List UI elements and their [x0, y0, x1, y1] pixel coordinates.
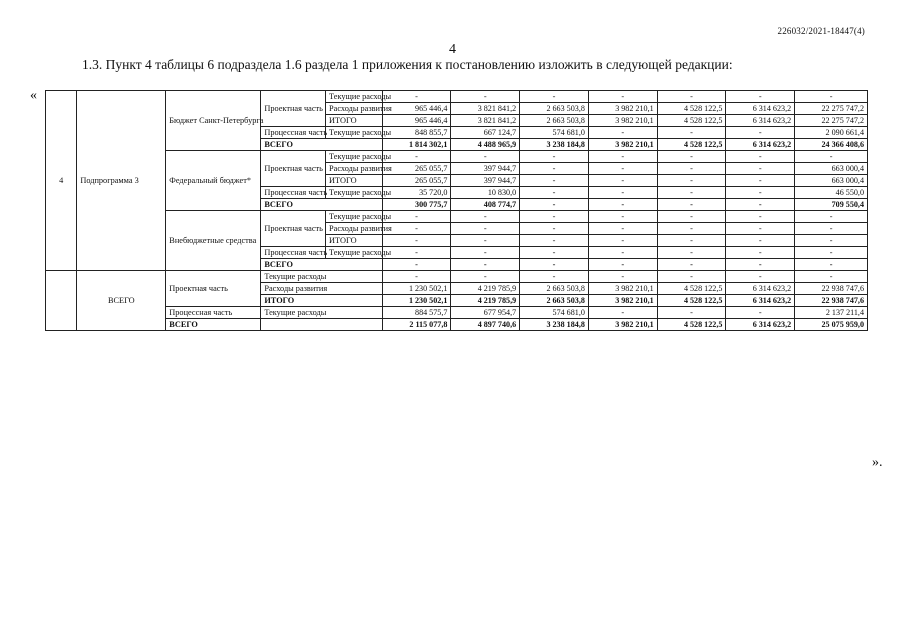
table-cell-value: -	[726, 259, 795, 271]
row-label-current: Текущие расходы	[326, 187, 383, 199]
table-cell-value: -	[451, 211, 520, 223]
table-cell-value: -	[520, 199, 589, 211]
table-cell-value: 22 938 747,6	[795, 283, 868, 295]
row-label-project: Проектная часть	[166, 271, 261, 307]
table-cell-value: -	[520, 175, 589, 187]
row-number: 4	[46, 91, 77, 271]
table-cell-value: -	[451, 151, 520, 163]
table-cell-value: 35 720,0	[382, 187, 451, 199]
table-cell-value: 46 550,0	[795, 187, 868, 199]
table-cell-value: 4 528 122,5	[657, 319, 726, 331]
table-cell-value: -	[520, 223, 589, 235]
table-cell-value: 3 982 210,1	[588, 115, 657, 127]
row-label-budget_spb: Бюджет Санкт-Петербурга	[166, 91, 261, 151]
table-cell-value: 965 446,4	[382, 103, 451, 115]
table-cell-value: -	[657, 91, 726, 103]
table-cell-value: -	[588, 151, 657, 163]
table-cell-value: 6 314 623,2	[726, 319, 795, 331]
table-cell-value: -	[795, 271, 868, 283]
table-cell-value: -	[726, 91, 795, 103]
table-cell-value: -	[657, 163, 726, 175]
table-cell-value: 3 982 210,1	[588, 295, 657, 307]
table-cell-value: -	[520, 271, 589, 283]
table-cell-value: -	[657, 199, 726, 211]
table-cell-value: 397 944,7	[451, 175, 520, 187]
table-cell-value: -	[657, 127, 726, 139]
table-cell-value: 2 663 503,8	[520, 295, 589, 307]
table-row	[46, 307, 868, 319]
table-cell-value: -	[795, 259, 868, 271]
row-label-process: Процессная часть	[261, 247, 326, 259]
table-cell-value: -	[795, 223, 868, 235]
paragraph-heading: 1.3. Пункт 4 таблицы 6 подраздела 1.6 раздела 1 приложения к постановлению изложить в следующей редакции:	[82, 57, 733, 72]
row-label-development: Расходы развития	[326, 163, 383, 175]
table-cell-value: -	[588, 91, 657, 103]
table-cell-value: 709 550,4	[795, 199, 868, 211]
row-label-itogo: ИТОГО	[326, 115, 383, 127]
table-cell-value: -	[520, 211, 589, 223]
table-cell-value: -	[588, 211, 657, 223]
table-cell-value: -	[520, 247, 589, 259]
table-cell-value: -	[726, 247, 795, 259]
table-cell-value: -	[795, 235, 868, 247]
table-cell-value: 1 230 502,1	[382, 283, 451, 295]
financing-table	[45, 90, 868, 331]
table-cell-value: -	[451, 91, 520, 103]
table-cell-value: -	[588, 247, 657, 259]
row-label-current: Текущие расходы	[326, 247, 383, 259]
table-cell-value: 397 944,7	[451, 163, 520, 175]
table-cell-value: -	[520, 151, 589, 163]
row-label-itogo: ИТОГО	[261, 295, 382, 307]
table-cell-value: 10 830,0	[451, 187, 520, 199]
table-cell-value: -	[657, 187, 726, 199]
row-label-current: Текущие расходы	[326, 127, 383, 139]
row-label-vsego: ВСЕГО	[261, 139, 382, 151]
table-cell-value: 3 982 210,1	[588, 283, 657, 295]
page-number: 4	[449, 42, 456, 57]
table-cell-value: -	[657, 247, 726, 259]
table-cell-value: -	[588, 187, 657, 199]
table-cell-value: -	[588, 223, 657, 235]
table-cell-value: -	[657, 211, 726, 223]
table-cell-value: 848 855,7	[382, 127, 451, 139]
table-row	[46, 271, 868, 283]
table-cell-value: 4 528 122,5	[657, 103, 726, 115]
table-row	[46, 151, 868, 163]
table-cell-value: 3 982 210,1	[588, 319, 657, 331]
row-label-current: Текущие расходы	[326, 91, 383, 103]
table-cell-value: -	[382, 271, 451, 283]
table-cell-value: -	[795, 247, 868, 259]
table-cell-value: -	[588, 307, 657, 319]
row-label-process: Процессная часть	[261, 187, 326, 199]
table-cell-value: 408 774,7	[451, 199, 520, 211]
table-cell-value: -	[726, 175, 795, 187]
row-number-empty	[46, 271, 77, 331]
table-cell-value: 3 982 210,1	[588, 103, 657, 115]
table-cell-value: -	[588, 259, 657, 271]
table-row	[46, 319, 868, 331]
table-cell-value: 663 000,4	[795, 163, 868, 175]
table-cell-value: 574 681,0	[520, 127, 589, 139]
table-cell-value: -	[795, 91, 868, 103]
table-cell-value: 4 528 122,5	[657, 283, 726, 295]
table-cell-value: -	[726, 235, 795, 247]
table-cell-value: 4 528 122,5	[657, 295, 726, 307]
table-cell-value: -	[520, 259, 589, 271]
row-label-process: Процессная часть	[261, 127, 326, 139]
table-cell-value: -	[588, 175, 657, 187]
table-cell-value: 3 821 841,2	[451, 103, 520, 115]
table-cell-value: 677 954,7	[451, 307, 520, 319]
row-label-development: Расходы развития	[326, 103, 383, 115]
row-label-process: Процессная часть	[166, 307, 261, 319]
table-cell-value: -	[451, 235, 520, 247]
table-cell-value: 4 897 740,6	[451, 319, 520, 331]
table-cell-value: 2 115 077,8	[382, 319, 451, 331]
table-cell-value: -	[657, 235, 726, 247]
table-cell-value: -	[382, 259, 451, 271]
table-cell-value: -	[726, 127, 795, 139]
table-cell-value: -	[588, 199, 657, 211]
table-cell-value: 2 090 661,4	[795, 127, 868, 139]
table-cell-value: 6 314 623,2	[726, 139, 795, 151]
table-cell-value: -	[520, 91, 589, 103]
table-cell-value: -	[726, 163, 795, 175]
table-cell-value: 22 938 747,6	[795, 295, 868, 307]
table-cell-value: 22 275 747,2	[795, 103, 868, 115]
table-cell-value: -	[726, 199, 795, 211]
empty-cell	[261, 319, 382, 331]
table-cell-value: -	[520, 163, 589, 175]
table-cell-value: 2 663 503,8	[520, 103, 589, 115]
table-cell-value: -	[657, 175, 726, 187]
table-cell-value: -	[726, 271, 795, 283]
table-cell-value: 6 314 623,2	[726, 115, 795, 127]
table-cell-value: 4 219 785,9	[451, 283, 520, 295]
table-row	[46, 211, 868, 223]
table-cell-value: -	[726, 223, 795, 235]
table-cell-value: -	[726, 187, 795, 199]
table-cell-value: 1 230 502,1	[382, 295, 451, 307]
table-cell-value: 2 137 211,4	[795, 307, 868, 319]
table-cell-value: -	[588, 235, 657, 247]
table-cell-value: 3 238 184,8	[520, 139, 589, 151]
table-cell-value: -	[795, 151, 868, 163]
table-cell-value: -	[657, 223, 726, 235]
table-cell-value: -	[657, 151, 726, 163]
table-cell-value: -	[520, 187, 589, 199]
table-cell-value: 667 124,7	[451, 127, 520, 139]
table-cell-value: -	[588, 271, 657, 283]
table-cell-value: -	[588, 163, 657, 175]
row-label-current: Текущие расходы	[326, 151, 383, 163]
table-cell-value: -	[382, 223, 451, 235]
table-cell-value: -	[382, 211, 451, 223]
table-cell-value: 4 528 122,5	[657, 115, 726, 127]
table-cell-value: 2 663 503,8	[520, 283, 589, 295]
table-cell-value: 265 055,7	[382, 163, 451, 175]
table-cell-value: 22 275 747,2	[795, 115, 868, 127]
table-cell-value: -	[588, 127, 657, 139]
table-cell-value: -	[657, 307, 726, 319]
table-cell-value: 2 663 503,8	[520, 115, 589, 127]
row-label-current: Текущие расходы	[261, 271, 382, 283]
row-label-current: Текущие расходы	[326, 211, 383, 223]
row-label-development: Расходы развития	[261, 283, 382, 295]
table-cell-value: -	[451, 247, 520, 259]
table-cell-value: -	[520, 235, 589, 247]
table-cell-value: -	[451, 271, 520, 283]
table-cell-value: 574 681,0	[520, 307, 589, 319]
table-cell-value: -	[795, 211, 868, 223]
table-cell-value: -	[657, 259, 726, 271]
table-cell-value: 3 821 841,2	[451, 115, 520, 127]
table-cell-value: -	[451, 223, 520, 235]
table-cell-value: 24 366 408,6	[795, 139, 868, 151]
table-cell-value: -	[382, 151, 451, 163]
table-cell-value: -	[726, 151, 795, 163]
table-cell-value: 25 075 959,0	[795, 319, 868, 331]
table-cell-value: 1 814 302,1	[382, 139, 451, 151]
row-label-itogo: ИТОГО	[326, 235, 383, 247]
row-label-itogo: ИТОГО	[326, 175, 383, 187]
row-label-current: Текущие расходы	[261, 307, 382, 319]
row-label-vsego: ВСЕГО	[261, 259, 382, 271]
table-cell-value: 6 314 623,2	[726, 283, 795, 295]
table-cell-value: 3 238 184,8	[520, 319, 589, 331]
row-label-development: Расходы развития	[326, 223, 383, 235]
row-label-vsego: ВСЕГО	[166, 319, 261, 331]
table-cell-value: 6 314 623,2	[726, 295, 795, 307]
table-cell-value: 4 528 122,5	[657, 139, 726, 151]
row-label-project: Проектная часть	[261, 211, 326, 247]
table-cell-value: 4 488 965,9	[451, 139, 520, 151]
table-cell-value: -	[657, 271, 726, 283]
row-label-federal: Федеральный бюджет*	[166, 151, 261, 211]
row-label-project: Проектная часть	[261, 151, 326, 187]
document-id: 226032/2021-18447(4)	[777, 26, 865, 36]
table-cell-value: 265 055,7	[382, 175, 451, 187]
table-cell-value: -	[726, 307, 795, 319]
table-cell-value: 6 314 623,2	[726, 103, 795, 115]
row-label-vsego: ВСЕГО	[261, 199, 382, 211]
table-cell-value: -	[451, 259, 520, 271]
table-cell-value: 965 446,4	[382, 115, 451, 127]
program-name: Подпрограмма 3	[77, 91, 166, 271]
table-cell-value: 300 775,7	[382, 199, 451, 211]
row-label-project: Проектная часть	[261, 91, 326, 127]
table-cell-value: -	[382, 247, 451, 259]
opening-quote: «	[30, 88, 37, 103]
table-cell-value: -	[726, 211, 795, 223]
table-cell-value: -	[382, 235, 451, 247]
row-label-offbudget: Внебюджетные средства	[166, 211, 261, 271]
table-cell-value: 3 982 210,1	[588, 139, 657, 151]
total-block-label: ВСЕГО	[77, 271, 166, 331]
table-cell-value: -	[382, 91, 451, 103]
table-row	[46, 91, 868, 103]
closing-quote: ».	[872, 455, 883, 470]
table-cell-value: 663 000,4	[795, 175, 868, 187]
table-cell-value: 4 219 785,9	[451, 295, 520, 307]
table-cell-value: 884 575,7	[382, 307, 451, 319]
